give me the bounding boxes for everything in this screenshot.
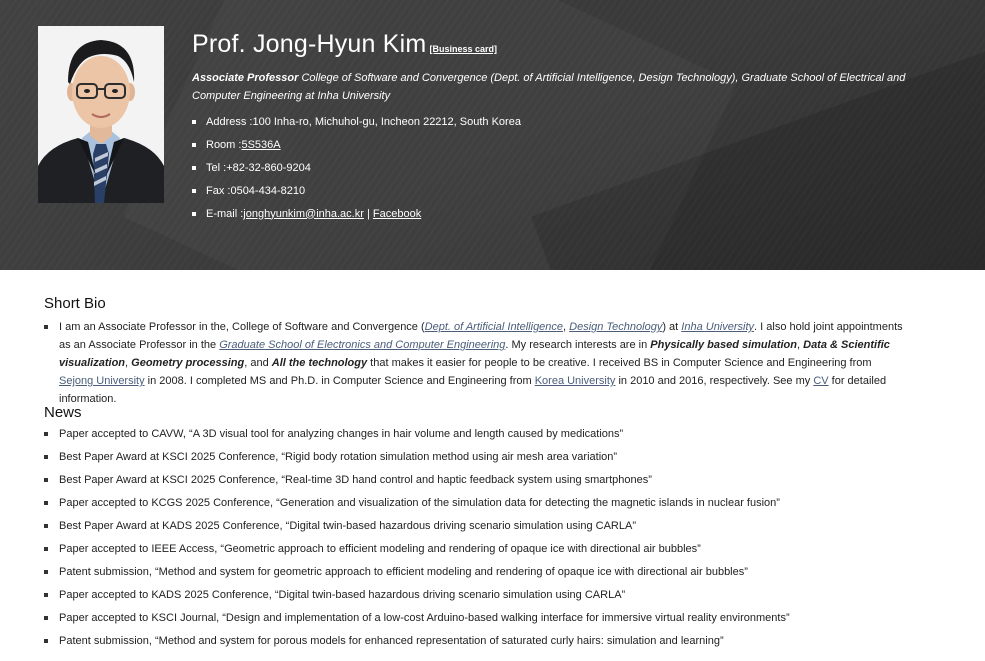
bullet-icon [44, 478, 48, 482]
business-card-link[interactable]: [Business card] [429, 44, 497, 54]
bullet-icon [44, 524, 48, 528]
news-item-text: Paper accepted to KCGS 2025 Conference, “Generation and visualization of the simulation data for detecting the magnetic islands in nuclear fusion” [59, 497, 780, 509]
research-interest: Data & Scientific visualization [59, 339, 890, 369]
list-item [44, 517, 790, 540]
research-interest: Physically based simulation [650, 339, 797, 351]
email-link[interactable]: jonghyunkim@inha.ac.kr [243, 207, 364, 220]
dept-ai-link[interactable]: Dept. of Artificial Intelligence [424, 321, 564, 333]
page-title: Prof. Jong-Hyun Kim [192, 30, 427, 58]
contact-fax [192, 179, 521, 202]
graduate-school-link[interactable]: Graduate School of Electronics and Computer Engineering [219, 339, 506, 351]
short-bio-heading: Short Bio [44, 295, 106, 312]
contact-list [192, 110, 521, 225]
bullet-icon [44, 616, 48, 620]
bullet-icon [44, 455, 48, 459]
bio-text-segment: , [797, 339, 804, 351]
research-interest: All the technology [271, 357, 368, 369]
room-label: Room : [206, 138, 242, 151]
address-label: Address : [206, 115, 253, 128]
korea-university-link[interactable]: Korea University [534, 375, 616, 387]
list-item [44, 586, 790, 609]
contact-room [192, 133, 521, 156]
bullet-icon [192, 120, 196, 124]
profile-photo [38, 26, 164, 203]
room-link[interactable]: 5S536A [241, 138, 281, 151]
news-heading: News [44, 404, 82, 421]
bio-text-segment: that makes it easier for people to be creative. I received BS in Computer Science and Engineering from [367, 357, 872, 369]
news-item-text: Best Paper Award at KADS 2025 Conference, “Digital twin-based hazardous driving scenario simulation using CARLA” [59, 520, 636, 532]
bio-text-segment: in 2008. I completed MS and Ph.D. in Computer Science and Engineering from [144, 375, 535, 387]
fax-label: Fax : [206, 184, 231, 197]
list-item [44, 425, 790, 448]
bio-text-segment: , [563, 321, 570, 333]
bio-text-segment: in 2010 and 2016, respectively. See my [615, 375, 814, 387]
list-item [44, 632, 790, 655]
tel-value: +82-32-860-9204 [226, 161, 311, 174]
bio-text-segment: I am an Associate Professor in the, College of Software and Convergence ( [59, 321, 425, 333]
news-item-text: Paper accepted to CAVW, “A 3D visual tool for analyzing changes in hair volume and length caused by medications” [59, 428, 624, 440]
fax-value: 0504-434-8210 [230, 184, 306, 197]
bullet-icon [44, 547, 48, 551]
bullet-icon [192, 189, 196, 193]
sejong-university-link[interactable]: Sejong University [59, 375, 145, 387]
bio-text-segment: . I also hold joint appointments as an Associate Professor in the [59, 321, 903, 351]
bullet-icon [192, 166, 196, 170]
affiliation-text [192, 69, 912, 105]
news-item-text: Paper accepted to KSCI Journal, “Design and implementation of a low-cost Arduino-based walking interface for immersive virtual reality environments” [59, 612, 790, 624]
design-technology-link[interactable]: Design Technology [569, 321, 663, 333]
contact-tel [192, 156, 521, 179]
bio-text-segment: , [125, 357, 132, 369]
bullet-icon [44, 432, 48, 436]
news-item-text: Patent submission, “Method and system for porous models for enhanced representation of saturated curly hairs: simulation and learning” [59, 635, 724, 647]
bio-text-segment: ) at [662, 321, 682, 333]
tel-label: Tel : [206, 161, 227, 174]
news-item-text: Patent submission, “Method and system for geometric approach to efficient modeling and rendering of opaque ice with directional air bubbles” [59, 566, 748, 578]
bio-text-segment: . My research interests are in [505, 339, 651, 351]
bullet-icon [44, 501, 48, 505]
bio-text [59, 318, 904, 408]
bullet-icon [44, 570, 48, 574]
address-value: 100 Inha-ro, Michuhol-gu, Incheon 22212, South Korea [252, 115, 521, 128]
list-item [44, 563, 790, 586]
contact-address [192, 110, 521, 133]
news-list [44, 425, 790, 655]
list-item [44, 540, 790, 563]
list-item [44, 609, 790, 632]
email-label: E-mail : [206, 207, 244, 220]
position-title: Associate Professor [192, 72, 299, 84]
facebook-link[interactable]: Facebook [372, 207, 422, 220]
portrait-image [38, 26, 164, 203]
list-item [44, 471, 790, 494]
affiliation-description: College of Software and Convergence (Dept. of Artificial Intelligence, Design Technology), Graduate School of Electrical and Computer Engineering at Inha University [192, 72, 906, 102]
separator: | [363, 207, 373, 220]
short-bio [44, 318, 904, 408]
list-item [44, 448, 790, 471]
bullet-icon [44, 325, 48, 329]
inha-university-link[interactable]: Inha University [681, 321, 755, 333]
news-item-text: Best Paper Award at KSCI 2025 Conference, “Real-time 3D hand control and haptic feedback system using smartphones” [59, 474, 652, 486]
news-item-text: Paper accepted to IEEE Access, “Geometric approach to efficient modeling and rendering of opaque ice with directional air bubbles” [59, 543, 701, 555]
contact-email [192, 202, 521, 225]
research-interest: Geometry processing [131, 357, 245, 369]
cv-link[interactable]: CV [813, 375, 829, 387]
name-row [192, 30, 497, 59]
news-item-text: Best Paper Award at KSCI 2025 Conference, “Rigid body rotation simulation method using air mesh area variation” [59, 451, 618, 463]
bullet-icon [192, 143, 196, 147]
bio-text-segment: for detailed information. [59, 375, 887, 405]
profile-header [0, 0, 985, 270]
list-item [44, 494, 790, 517]
bullet-icon [44, 593, 48, 597]
bullet-icon [192, 212, 196, 216]
bullet-icon [44, 639, 48, 643]
bio-text-segment: , and [244, 357, 272, 369]
news-item-text: Paper accepted to KADS 2025 Conference, “Digital twin-based hazardous driving scenario simulation using CARLA” [59, 589, 626, 601]
